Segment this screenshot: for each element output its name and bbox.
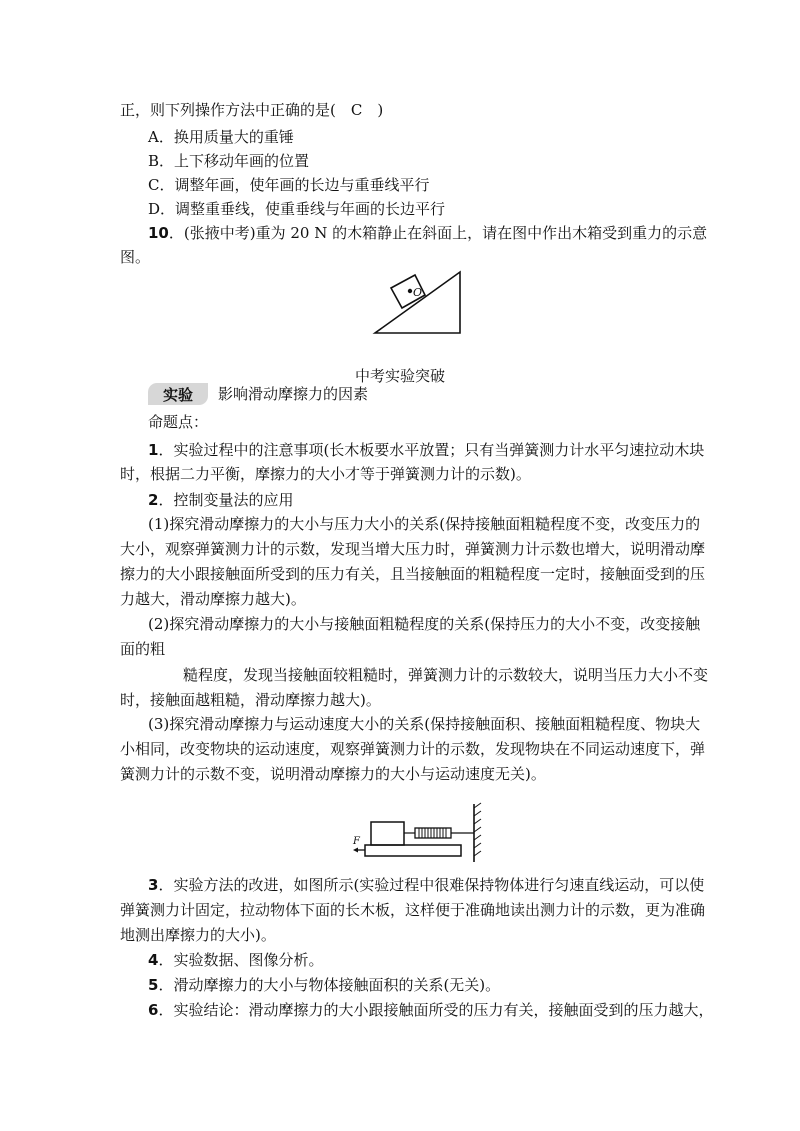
force-label: F xyxy=(353,836,360,847)
item-6 xyxy=(148,1000,713,1020)
incline-figure xyxy=(370,268,470,338)
wall-hatching xyxy=(474,803,481,856)
option-b: B．上下移动年画的位置 xyxy=(148,152,310,170)
item-text: ．实验数据、图像分析。 xyxy=(158,951,324,969)
wooden-block xyxy=(371,822,404,845)
experiment-badge-label: 实验 xyxy=(162,386,193,404)
item-2 xyxy=(148,490,293,510)
center-point xyxy=(408,289,412,293)
question-9-tail: 正，则下列操作方法中正确的是( C ) xyxy=(120,101,384,119)
sub-2-line-2: 面的粗 xyxy=(120,640,166,658)
item-3-cont-2: 地测出摩擦力的大小)。 xyxy=(120,926,276,944)
item-number: 2 xyxy=(148,491,159,509)
sub-2-line-3: 糙程度，发现当接触面较粗糙时，弹簧测力计的示数较大，说明当压力大小不变 xyxy=(183,666,709,684)
section-title: 中考实验突破 xyxy=(354,367,445,385)
item-text: ．滑动摩擦力的大小与物体接触面积的关系(无关)。 xyxy=(158,976,501,994)
item-number: 6 xyxy=(148,1001,159,1019)
item-number: 1 xyxy=(148,441,159,459)
experiment-badge xyxy=(148,383,208,405)
scale-coil xyxy=(419,828,446,838)
sub-1-line-1: (1)探究滑动摩擦力的大小与压力大小的关系(保持接触面粗糙程度不变，改变压力的 xyxy=(148,515,701,533)
option-d: D．调整重垂线，使重垂线与年画的长边平行 xyxy=(148,200,446,218)
item-text: ．实验方法的改进，如图所示(实验过程中很难保持物体进行匀速直线运动，可以使 xyxy=(158,876,705,894)
question-text: ．(张掖中考)重为 20 N 的木箱静止在斜面上，请在图中作出木箱受到重力的示意 xyxy=(168,224,708,242)
sub-1-line-4: 力越大，滑动摩擦力越大)。 xyxy=(120,590,306,608)
item-number: 4 xyxy=(148,951,159,969)
long-board xyxy=(365,845,461,856)
item-1-cont: 时，根据二力平衡，摩擦力的大小才等于弹簧测力计的示数)。 xyxy=(120,465,531,483)
force-arrowhead xyxy=(353,848,358,853)
sub-1-line-3: 擦力的大小跟接触面所受到的压力有关，且当接触面的粗糙程度一定时，接触面受到的压 xyxy=(120,565,706,583)
question-10 xyxy=(148,223,707,243)
item-3 xyxy=(148,875,704,895)
item-1 xyxy=(148,440,704,460)
sub-3-line-3: 簧测力计的示数不变，说明滑动摩擦力的大小与运动速度无关)。 xyxy=(120,765,546,783)
item-number: 5 xyxy=(148,976,159,994)
sub-3-line-1: (3)探究滑动摩擦力与运动速度大小的关系(保持接触面积、接触面粗糙程度、物块大 xyxy=(148,715,701,733)
friction-apparatus-figure xyxy=(350,802,490,864)
item-4 xyxy=(148,950,323,970)
experiment-title: 影响滑动摩擦力的因素 xyxy=(218,385,369,403)
option-a: A．换用质量大的重锤 xyxy=(148,128,294,146)
sub-3-line-2: 小相同，改变物块的运动速度，观察弹簧测力计的示数，发现物块在不同运动速度下，弹 xyxy=(120,740,706,758)
item-5 xyxy=(148,975,500,995)
point-label: O xyxy=(413,286,423,299)
item-3-cont-1: 弹簧测力计固定，拉动物体下面的长木板，这样便于准确地读出测力计的示数，更为准确 xyxy=(120,901,706,919)
item-text: ．控制变量法的应用 xyxy=(158,491,294,509)
item-text: ．实验结论：滑动摩擦力的大小跟接触面所受的压力有关，接触面受到的压力越大， xyxy=(158,1001,714,1019)
sub-1-line-2: 大小，观察弹簧测力计的示数，发现当增大压力时，弹簧测力计示数也增大，说明滑动摩 xyxy=(120,540,706,558)
sub-2-line-4: 时，接触面越粗糙，滑动摩擦力越大)。 xyxy=(120,691,381,709)
proposition-heading: 命题点： xyxy=(148,413,209,431)
item-number: 3 xyxy=(148,876,159,894)
sub-2-line-1: (2)探究滑动摩擦力的大小与接触面粗糙程度的关系(保持压力的大小不变，改变接触 xyxy=(148,615,701,633)
option-c: C．调整年画，使年画的长边与重垂线平行 xyxy=(148,176,430,194)
item-text: ．实验过程中的注意事项(长木板要水平放置；只有当弹簧测力计水平匀速拉动木块 xyxy=(158,441,705,459)
question-number: 10 xyxy=(148,224,169,242)
question-10-continuation: 图。 xyxy=(120,248,151,266)
